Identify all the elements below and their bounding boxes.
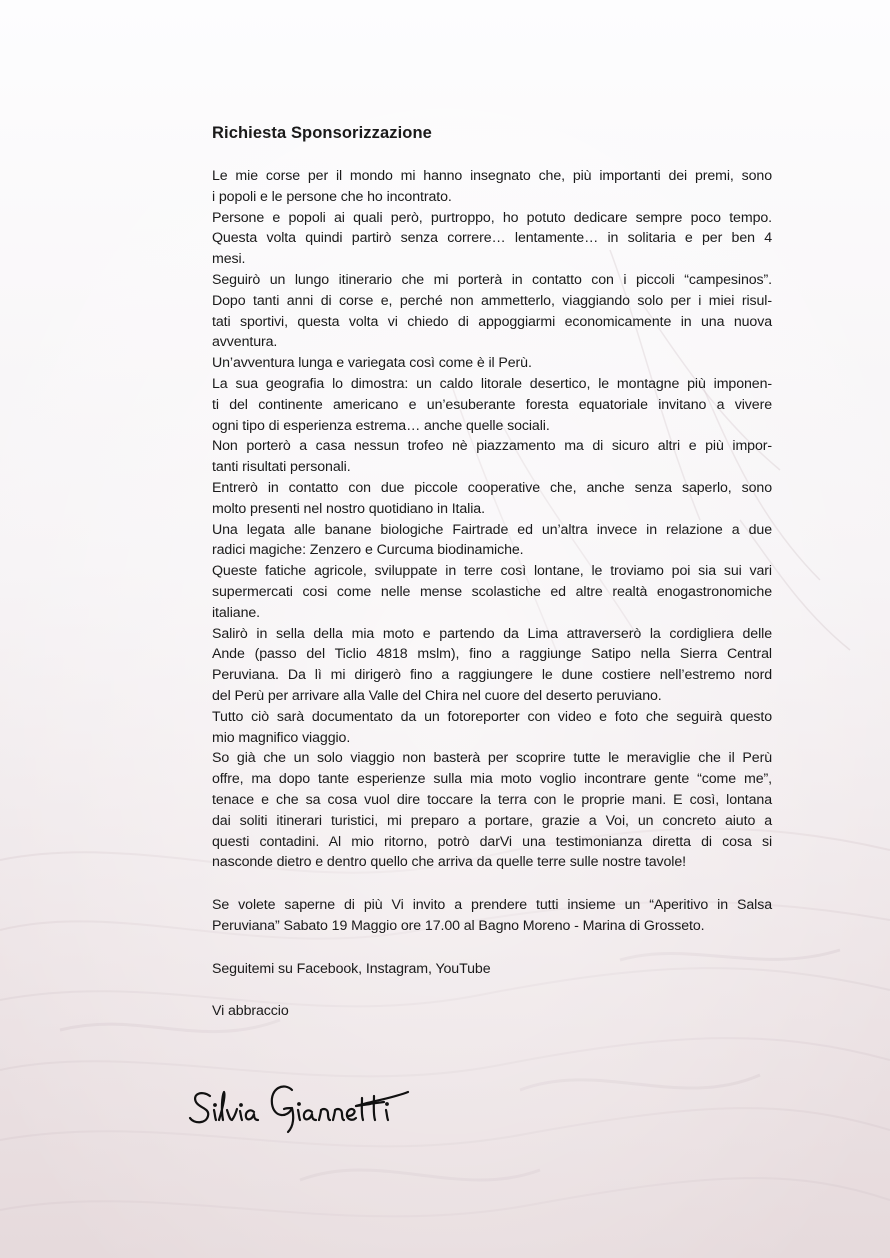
body-line: tanti risultati personali.: [212, 459, 351, 476]
body-line: La sua geografia lo dimostra: un caldo litorale desertico, le montagne più imponen-: [212, 375, 772, 392]
body-line: Entrerò in contatto con due piccole cooperative che, anche senza saperlo, sono: [212, 479, 772, 496]
body-line: mio magnifico viaggio.: [212, 729, 351, 746]
body-line: dai soliti itinerari turistici, mi preparo a portare, grazie a Voi, un concreto aiuto a: [212, 812, 772, 829]
body-line: italiane.: [212, 604, 261, 621]
paragraph-spacer: [212, 979, 772, 1001]
handwritten-signature: [188, 1074, 428, 1134]
document-title: Richiesta Sponsorizzazione: [212, 124, 432, 142]
body-line: tati sportivi, questa volta vi chiedo di appoggiarmi economicamente in una nuova: [212, 313, 772, 330]
body-line: Dopo tanti anni di corse e, perché non ammetterlo, viaggiando solo per i miei risul-: [212, 292, 772, 309]
invite-line: Se volete saperne di più Vi invito a prendere tutti insieme un “Aperitivo in Salsa: [212, 897, 772, 914]
body-line: offre, ma dopo tante esperienze sulla mia moto voglio incontrare gente “come me”,: [212, 771, 772, 788]
body-line: mesi.: [212, 251, 246, 268]
body-line: i popoli e le persone che ho incontrato.: [212, 188, 452, 205]
paragraph-spacer: [212, 873, 772, 895]
paragraph-spacer: [212, 937, 772, 959]
body-line: Queste fatiche agricole, sviluppate in terre così lontane, le troviamo poi sia sui vari: [212, 563, 772, 580]
closing-paragraph: [212, 1001, 772, 1022]
body-line: del Perù per arrivare alla Valle del Chira nel cuore del deserto peruviano.: [212, 687, 662, 704]
body-line: Persone e popoli ai quali però, purtroppo, ho potuto dedicare sempre poco tempo.: [212, 209, 772, 226]
body-line: questi contadini. Al mio ritorno, potrò darVi una testimonianza diretta di cosa si: [212, 833, 772, 850]
letter-body: [212, 166, 772, 873]
social-line: Seguitemi su Facebook, Instagram, YouTube: [212, 960, 491, 977]
body-line: Non porterò a casa nessun trofeo nè piazzamento ma di sicuro altri e più impor-: [212, 438, 772, 455]
invite-paragraph: [212, 895, 772, 937]
body-line: Un’avventura lunga e variegata così come è il Perù.: [212, 355, 532, 372]
letter-content: [212, 122, 772, 1022]
body-line: Ande (passo del Ticlio 4818 mslm), fino a raggiunge Satipo nella Sierra Central: [212, 646, 772, 663]
body-line: Peruviana. Da lì mi dirigerò fino a raggiungere le dune costiere nell’estremo nord: [212, 667, 772, 684]
body-line: Le mie corse per il mondo mi hanno insegnato che, più importanti dei premi, sono: [212, 168, 772, 184]
body-line: Tutto ciò sarà documentato da un fotoreporter con video e foto che seguirà questo: [212, 708, 772, 725]
body-line: tenace e che sa cosa vuol dire toccare la terra con le proprie mani. E così, lontana: [212, 791, 772, 808]
body-line: supermercati cosi come nelle mense scolastiche ed altre realtà enogastronomiche: [212, 583, 772, 600]
body-line: Seguirò un lungo itinerario che mi porterà in contatto con i piccoli “campesinos”.: [212, 271, 772, 288]
body-line: So già che un solo viaggio non basterà per scoprire tutte le meraviglie che il Perù: [212, 750, 772, 767]
body-line: molto presenti nel nostro quotidiano in Italia.: [212, 500, 485, 517]
body-line: ti del continente americano e un’esuberante foresta equatoriale invitano a vivere: [212, 396, 772, 413]
body-line: Una legata alle banane biologiche Fairtrade ed un’altra invece in relazione a due: [212, 521, 772, 538]
body-line: Questa volta quindi partirò senza correre… lentamente… in solitaria e per ben 4: [212, 230, 772, 247]
closing-line: Vi abbraccio: [212, 1003, 289, 1020]
social-paragraph: [212, 959, 772, 980]
body-line: avventura.: [212, 334, 278, 351]
body-line: radici magiche: Zenzero e Curcuma biodinamiche.: [212, 542, 524, 559]
body-line: Salirò in sella della mia moto e partendo da Lima attraverserò la cordigliera delle: [212, 625, 772, 642]
body-line: nasconde dietro e dentro quello che arriva da quelle terre sulle nostre tavole!: [212, 854, 686, 871]
body-line: ogni tipo di esperienza estrema… anche quelle sociali.: [212, 417, 550, 434]
invite-line: Peruviana” Sabato 19 Maggio ore 17.00 al Bagno Moreno - Marina di Grosseto.: [212, 917, 705, 934]
